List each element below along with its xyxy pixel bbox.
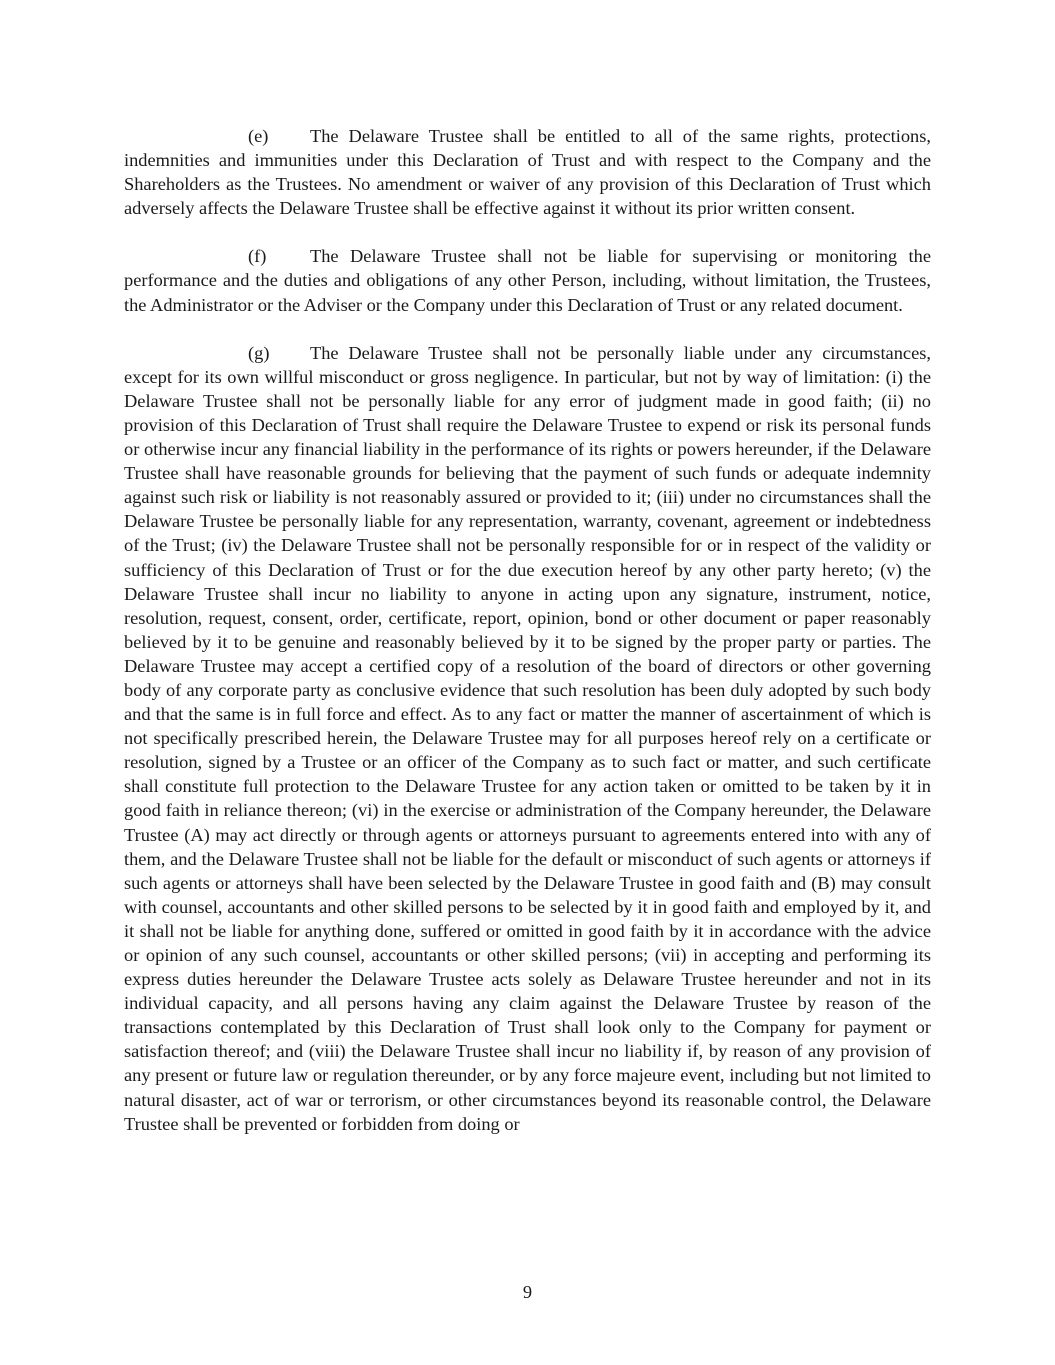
paragraph-label: (e) xyxy=(248,126,269,146)
page-number: 9 xyxy=(522,1282,533,1302)
paragraph-g xyxy=(124,341,931,1136)
paragraph-label: (g) xyxy=(248,342,270,363)
paragraph-text: The Delaware Trustee shall not be liable for supervising or monitoring the performance and the duties and obligations of any other Person, including, without limitation, the Trustees, the Administrator or the Adviser or the Company under this Declaration of Trust or any related document. xyxy=(124,246,931,315)
paragraph-label: (f) xyxy=(248,246,267,267)
document-page xyxy=(124,124,931,1160)
paragraph-e xyxy=(124,124,931,220)
paragraph-f xyxy=(124,244,931,316)
paragraph-text: The Delaware Trustee shall not be personally liable under any circumstances, except for its own willful misconduct or gross negligence. In particular, but not by way of limitation: (i) the Delaware Trustee shall not be personally liable for any error of judgment made in good faith; (ii) no provision of this Declaration of Trust shall require the Delaware Trustee to expend or risk its personal funds or otherwise incur any financial liability in the performance of its rights or powers hereunder, if the Delaware Trustee shall have reasonable grounds for believing that the payment of such funds or adequate indemnity against such risk or liability is not reasonably assured or provided to it; (iii) under no circumstances shall the Delaware Trustee be personally liable for any representation, warranty, covenant, agreement or indebtedness of the Trust; (iv) the Delaware Trustee shall not be personally responsible for or in respect of the validity or sufficiency of this Declaration of Trust or for the due execution hereof by any other party hereto; (v) the Delaware Trustee shall incur no liability to anyone in acting upon any signature, instrument, notice, resolution, request, consent, order, certificate, report, opinion, bond or other document or paper reasonably believed by it to be genuine and reasonably believed by it to be signed by the proper party or parties. The Delaware Trustee may accept a certified copy of a resolution of the board of directors or other governing body of any corporate party as conclusive evidence that such resolution has been duly adopted by such body and that the same is in full force and effect. As to any fact or matter the manner of ascertainment of which is not specifically prescribed herein, the Delaware Trustee may for all purposes hereof rely on a certificate or resolution, signed by a Trustee or an officer of the Company as to such fact or matter, and such certificate shall constitute full protection to the Delaware Trustee for any action taken or omitted to be taken by it in good faith in reliance thereon; (vi) in the exercise or administration of the Company hereunder, the Delaware Trustee (A) may act directly or through agents or attorneys pursuant to agreements entered into with any of them, and the Delaware Trustee shall not be liable for the default or misconduct of such agents or attorneys if such agents or attorneys shall have been selected by the Delaware Trustee in good faith and (B) may consult with counsel, accountants and other skilled persons to be selected by it in good faith and employed by it, and it shall not be liable for anything done, suffered or omitted in good faith by it in accordance with the advice or opinion of any such counsel, accountants or other skilled persons; (vii) in accepting and performing its express duties hereunder the Delaware Trustee acts solely as Delaware Trustee hereunder and not in its individual capacity, and all persons having any claim against the Delaware Trustee by reason of the transactions contemplated by this Declaration of Trust shall look only to the Company for payment or satisfaction thereof; and (viii) the Delaware Trustee shall incur no liability if, by reason of any provision of any present or future law or regulation thereunder, or by any force majeure event, including but not limited to natural disaster, act of war or terrorism, or other circumstances beyond its reasonable control, the Delaware Trustee shall be prevented or forbidden from doing or xyxy=(124,342,931,1134)
paragraph-text: The Delaware Trustee shall be entitled to all of the same rights, protections, indemnities and immunities under this Declaration of Trust and with respect to the Company and the Shareholders as the Trustees. No amendment or waiver of any provision of this Declaration of Trust which adversely affects the Delaware Trustee shall be effective against it without its prior written consent. xyxy=(124,126,931,219)
